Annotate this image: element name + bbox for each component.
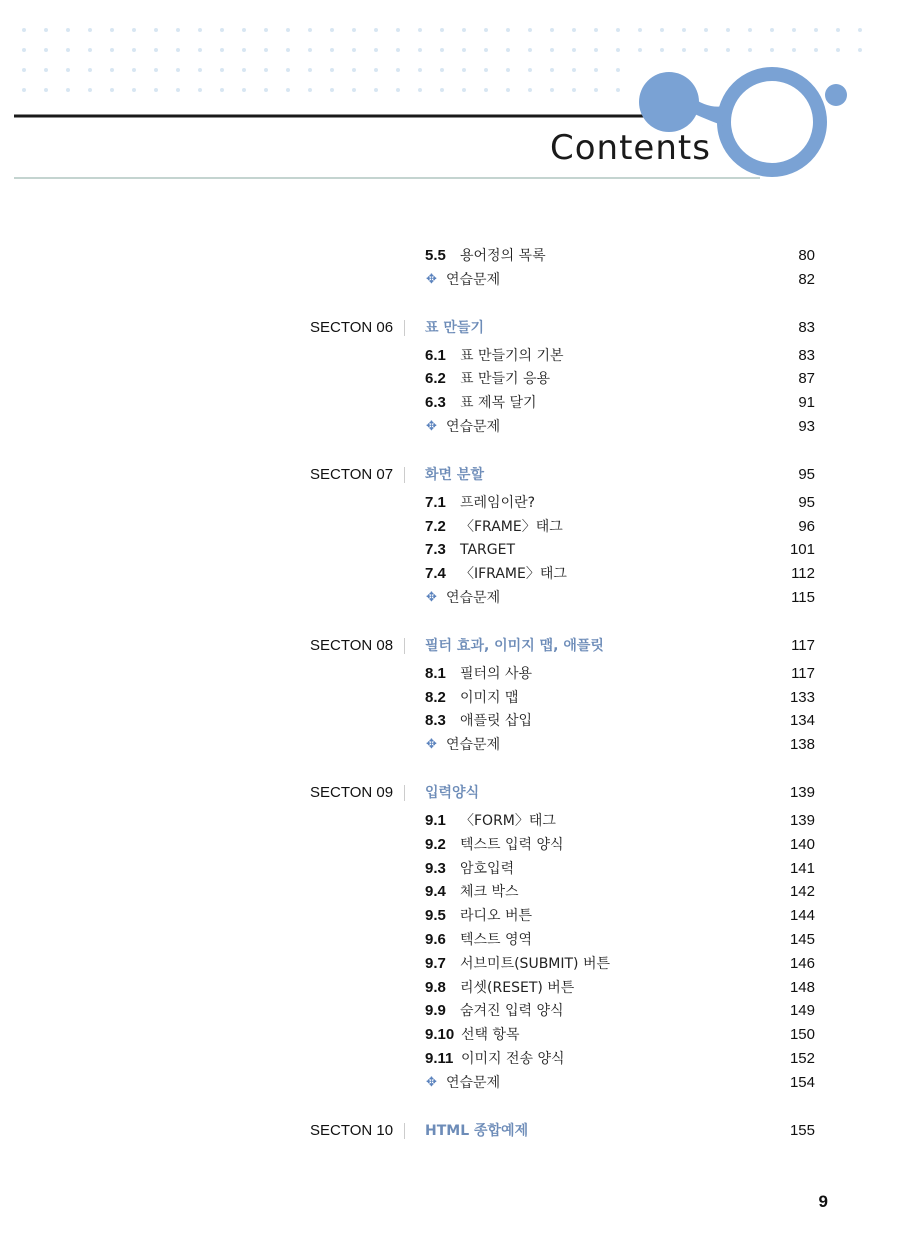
toc-item-row xyxy=(0,345,900,367)
item-number: 8.3 xyxy=(425,712,446,730)
diamond-cross-icon: ✥ xyxy=(426,1074,437,1090)
exercise-title[interactable]: 연습문제 xyxy=(446,419,501,435)
item-title[interactable]: 서브미트(SUBMIT) 버튼 xyxy=(460,955,611,972)
page-ref: 150 xyxy=(789,1026,815,1044)
item-title[interactable]: 용어정의 목록 xyxy=(460,248,546,264)
item-title[interactable]: 〈FRAME〉태그 xyxy=(460,518,563,535)
toc-item-row xyxy=(0,1048,900,1070)
section-separator xyxy=(404,467,413,483)
toc-item-row xyxy=(0,929,900,951)
toc-item-row xyxy=(0,563,900,585)
page-ref: 149 xyxy=(789,1002,815,1020)
page-ref: 141 xyxy=(789,859,815,877)
page-ref: 101 xyxy=(789,541,815,559)
section-label: SECTON 10 xyxy=(310,1121,394,1139)
item-title[interactable]: 체크 박스 xyxy=(460,884,519,901)
page-number: 9 xyxy=(818,1192,828,1211)
item-number: 8.2 xyxy=(425,688,446,706)
exercise-title[interactable]: 연습문제 xyxy=(446,590,501,606)
page-ref: 145 xyxy=(789,931,815,948)
toc-item-row xyxy=(0,977,900,999)
toc-item-row xyxy=(0,1000,900,1022)
toc-section-row xyxy=(0,1120,900,1142)
page-ref: 148 xyxy=(789,978,815,996)
item-number: 9.5 xyxy=(425,907,446,925)
section-label: SECTON 06 xyxy=(310,318,394,336)
toc-item-row xyxy=(0,834,900,856)
page-ref: 117 xyxy=(791,636,815,654)
toc-item-row xyxy=(0,516,900,538)
item-title[interactable]: 필터의 사용 xyxy=(460,665,533,682)
section-title[interactable]: 화면 분할 xyxy=(425,466,484,483)
item-number: 8.1 xyxy=(425,664,446,682)
item-number: 9.3 xyxy=(425,859,446,877)
toc-item-row xyxy=(0,245,900,267)
page-ref: 142 xyxy=(789,883,815,901)
page-ref: 87 xyxy=(798,370,815,388)
page-ref: 138 xyxy=(789,736,815,754)
item-number: 9.11 xyxy=(425,1050,454,1067)
page-ref: 83 xyxy=(798,346,815,364)
item-number: 9.4 xyxy=(425,883,446,901)
section-separator xyxy=(404,785,413,801)
page-ref: 152 xyxy=(789,1050,815,1067)
item-number: 9.8 xyxy=(425,978,446,996)
item-number: 7.2 xyxy=(425,517,446,535)
item-title[interactable]: 〈FORM〉태그 xyxy=(460,813,556,829)
toc-item-row xyxy=(0,953,900,975)
item-title[interactable]: 이미지 전송 양식 xyxy=(461,1051,565,1067)
item-number: 7.3 xyxy=(425,541,446,559)
toc-section-row xyxy=(0,782,900,804)
item-number: 5.5 xyxy=(425,247,446,264)
item-title[interactable]: 숨겨진 입력 양식 xyxy=(460,1003,564,1020)
toc-item-row xyxy=(0,368,900,390)
item-number: 9.7 xyxy=(425,954,446,972)
item-number: 6.1 xyxy=(425,346,446,364)
item-number: 9.6 xyxy=(425,931,446,948)
item-title[interactable]: 〈IFRAME〉태그 xyxy=(460,566,567,583)
section-title[interactable]: 입력양식 xyxy=(425,785,480,801)
section-label: SECTON 09 xyxy=(310,784,394,801)
page-ref: 146 xyxy=(789,954,815,972)
page-ref: 144 xyxy=(789,907,815,925)
item-number: 6.2 xyxy=(425,370,446,388)
toc-section-row xyxy=(0,317,900,339)
item-number: 7.1 xyxy=(425,493,446,511)
toc-item-row xyxy=(0,810,900,832)
section-label: SECTON 08 xyxy=(310,636,394,654)
item-title[interactable]: 애플릿 삽입 xyxy=(460,713,533,730)
page-ref: 155 xyxy=(789,1121,815,1139)
diamond-cross-icon: ✥ xyxy=(426,271,437,287)
toc-exercise-row xyxy=(0,416,900,438)
item-number: 6.3 xyxy=(425,394,446,412)
page-ref: 139 xyxy=(789,784,815,801)
item-number: 9.2 xyxy=(425,835,446,853)
item-number: 9.1 xyxy=(425,812,446,829)
item-title[interactable]: 프레임이란? xyxy=(460,494,536,511)
page-ref: 154 xyxy=(789,1073,815,1091)
page-ref: 112 xyxy=(791,565,815,583)
item-title[interactable]: TARGET xyxy=(460,542,516,559)
toc-item-row xyxy=(0,905,900,927)
item-title[interactable]: 표 제목 달기 xyxy=(460,395,537,412)
toc-exercise-row xyxy=(0,1072,900,1094)
exercise-title[interactable]: 연습문제 xyxy=(446,1074,501,1091)
page-ref: 115 xyxy=(791,589,815,606)
page-ref: 139 xyxy=(789,812,815,829)
toc-exercise-row xyxy=(0,734,900,756)
toc-exercise-row xyxy=(0,587,900,609)
item-title[interactable]: 표 만들기 응용 xyxy=(460,371,551,388)
item-title[interactable]: 암호입력 xyxy=(460,860,515,877)
page-ref: 95 xyxy=(798,465,815,483)
item-title[interactable]: 이미지 맵 xyxy=(460,689,519,706)
section-separator xyxy=(404,638,413,654)
diamond-cross-icon: ✥ xyxy=(426,590,437,605)
section-label: SECTON 07 xyxy=(310,465,394,483)
item-number: 7.4 xyxy=(425,565,446,583)
toc-item-row xyxy=(0,539,900,561)
page-ref: 133 xyxy=(789,688,815,706)
item-title[interactable]: 라디오 버튼 xyxy=(460,908,533,925)
page-ref: 134 xyxy=(789,712,815,730)
page-ref: 83 xyxy=(798,318,815,336)
page-ref: 93 xyxy=(798,418,815,435)
section-title[interactable]: 표 만들기 xyxy=(425,319,484,336)
item-title[interactable]: 표 만들기의 기본 xyxy=(460,347,564,364)
diamond-cross-icon: ✥ xyxy=(426,419,437,434)
section-title[interactable]: 필터 효과, 이미지 맵, 애플릿 xyxy=(425,637,604,654)
item-number: 9.10 xyxy=(425,1026,455,1044)
toc-item-row xyxy=(0,687,900,709)
diamond-cross-icon: ✥ xyxy=(426,737,437,753)
toc-exercise-row xyxy=(0,269,900,291)
toc-item-row xyxy=(0,492,900,514)
toc-item-row xyxy=(0,881,900,903)
page-ref: 96 xyxy=(798,517,815,535)
toc-section-row xyxy=(0,635,900,657)
page-ref: 140 xyxy=(789,835,815,853)
section-separator xyxy=(404,320,413,336)
page-ref: 95 xyxy=(798,493,815,511)
page-ref: 117 xyxy=(791,664,815,682)
toc-item-row xyxy=(0,1024,900,1046)
item-number: 9.9 xyxy=(425,1002,446,1020)
toc-section-row xyxy=(0,464,900,486)
item-title[interactable]: 텍스트 영역 xyxy=(460,932,533,948)
item-title[interactable]: 선택 항목 xyxy=(461,1027,520,1044)
page-ref: 82 xyxy=(798,270,815,288)
page-ref: 91 xyxy=(798,394,815,412)
toc-item-row xyxy=(0,392,900,414)
exercise-title[interactable]: 연습문제 xyxy=(446,271,501,288)
toc-item-row xyxy=(0,663,900,685)
page-ref: 80 xyxy=(798,247,815,264)
section-separator xyxy=(404,1123,413,1139)
toc-item-row xyxy=(0,710,900,732)
item-title[interactable]: 리셋(RESET) 버튼 xyxy=(460,979,575,996)
page-title: Contents xyxy=(550,128,711,168)
section-title[interactable]: HTML 종합예제 xyxy=(425,1122,529,1139)
item-title[interactable]: 텍스트 입력 양식 xyxy=(460,836,564,853)
exercise-title[interactable]: 연습문제 xyxy=(446,737,501,754)
toc-item-row xyxy=(0,858,900,880)
